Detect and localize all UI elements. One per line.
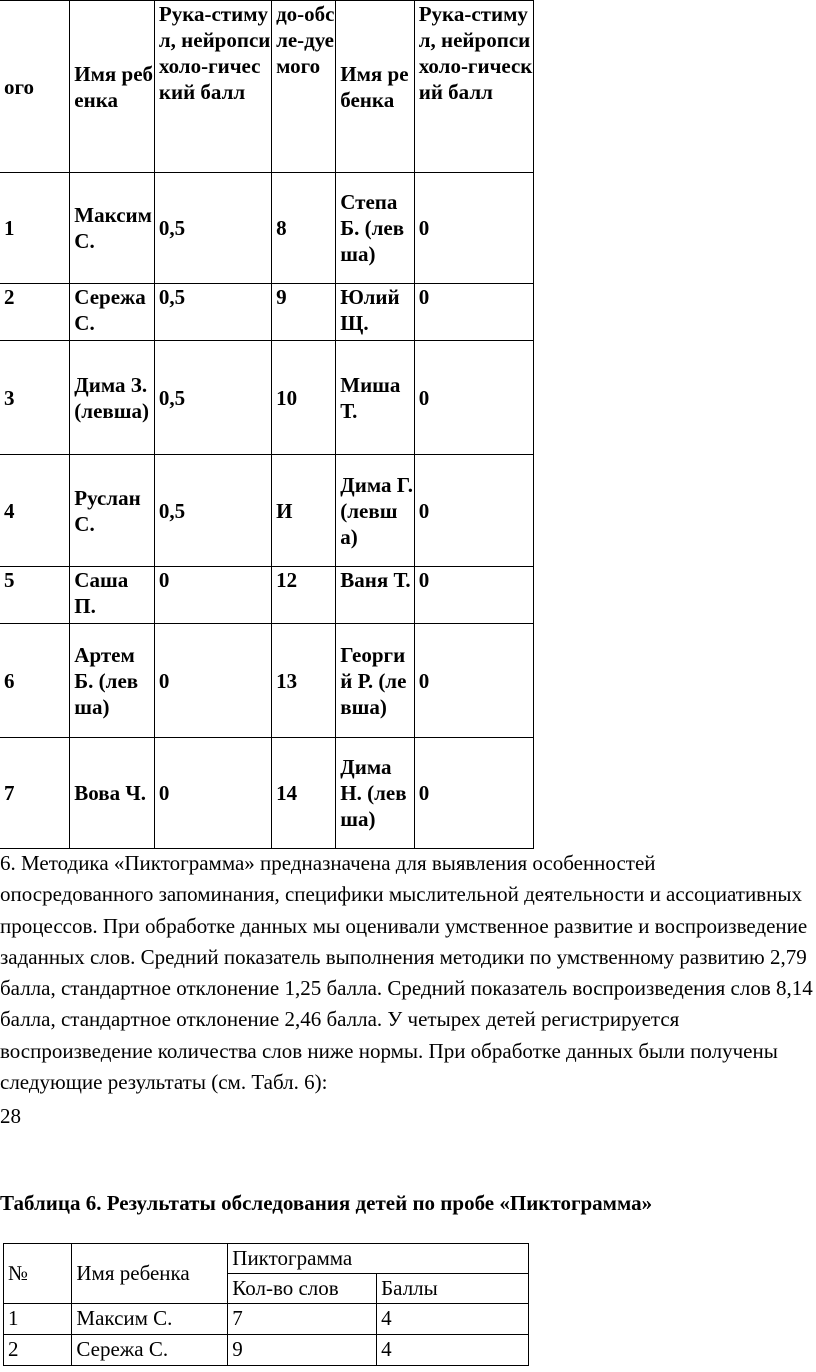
cell: 1	[0, 173, 70, 284]
cell: Дима Н. (левша)	[336, 738, 414, 849]
header-cell: Рука-стимул, нейропсихоло-гический балл	[414, 1, 533, 173]
cell: Дима З. (левша)	[70, 341, 155, 455]
table-row	[4, 1304, 529, 1335]
cell: 0,5	[154, 173, 271, 284]
cell: 0	[414, 738, 533, 849]
table-header-row	[4, 1244, 529, 1274]
cell: 7	[228, 1304, 377, 1335]
header-cell: Рука-стимул, нейропсихоло-гический балл	[154, 1, 271, 173]
cell: 9	[272, 284, 336, 341]
table-6	[3, 1243, 529, 1366]
table-row	[0, 284, 534, 341]
cell: Вова Ч.	[70, 738, 155, 849]
header-cell-number: №	[4, 1244, 72, 1304]
cell: 0	[154, 624, 271, 738]
cell: 4	[377, 1335, 529, 1366]
cell: Юлий Щ.	[336, 284, 414, 341]
table-row	[0, 738, 534, 849]
cell: 7	[0, 738, 70, 849]
table-header-row	[0, 1, 534, 173]
header-cell-name: Имя ребенка	[72, 1244, 228, 1304]
cell: 12	[272, 567, 336, 624]
cell: 3	[0, 341, 70, 455]
cell: Дима Г. (левша)	[336, 455, 414, 567]
header-cell: ого	[0, 1, 70, 173]
cell: 13	[272, 624, 336, 738]
cell: 0	[414, 284, 533, 341]
cell: Максим С.	[70, 173, 155, 284]
header-cell: Имя ребенка	[336, 1, 414, 173]
body-paragraph: 6. Методика «Пиктограмма» предназначена для выявления особенностей опосредованного запоминания, специфики мыслительной деятельности и ассоциативных процессов. При обработке данных мы оценивали умственное развитие и воспроизведение заданных слов. Средний показатель выполнения методики по умственному развитию 2,79 балла, стандартное отклонение 1,25 балла. Средний показатель воспроизведения слов 8,14 балла, стандартное отклонение 2,46 балла. У четырех детей регистрируется воспроизведение количества слов ниже нормы. При обработке данных были получены следующие результаты (см. Табл. 6):	[0, 851, 813, 1095]
header-cell: до-обсле-дуемого	[272, 1, 336, 173]
cell: Сережа С.	[72, 1335, 228, 1366]
table-row	[0, 567, 534, 624]
cell: 0	[414, 624, 533, 738]
table-5	[0, 0, 534, 849]
cell: Руслан С.	[70, 455, 155, 567]
cell: Миша Т.	[336, 341, 414, 455]
page-number: 28	[0, 1104, 21, 1128]
cell: 0	[154, 567, 271, 624]
cell: 6	[0, 624, 70, 738]
cell: 0	[154, 738, 271, 849]
cell: 0	[414, 341, 533, 455]
table-row	[0, 341, 534, 455]
header-cell-words: Кол-во слов	[228, 1274, 377, 1304]
cell: 0	[414, 567, 533, 624]
cell: 5	[0, 567, 70, 624]
cell: 9	[228, 1335, 377, 1366]
cell: 0	[414, 173, 533, 284]
cell: 14	[272, 738, 336, 849]
cell: 0,5	[154, 455, 271, 567]
cell: Георгий Р. (левша)	[336, 624, 414, 738]
header-cell: Имя ребенка	[70, 1, 155, 173]
table-row	[0, 624, 534, 738]
table-row	[0, 455, 534, 567]
cell: 2	[0, 284, 70, 341]
cell: Ваня Т.	[336, 567, 414, 624]
cell: 1	[4, 1304, 72, 1335]
header-cell-group: Пиктограмма	[228, 1244, 529, 1274]
cell: 2	[4, 1335, 72, 1366]
cell: 0,5	[154, 341, 271, 455]
table-caption: Таблица 6. Результаты обследования детей по пробе «Пиктограмма»	[0, 1191, 653, 1215]
cell: Саша П.	[70, 567, 155, 624]
cell: И	[272, 455, 336, 567]
cell: 0	[414, 455, 533, 567]
cell: 10	[272, 341, 336, 455]
cell: Артем Б. (левша)	[70, 624, 155, 738]
header-cell-score: Баллы	[377, 1274, 529, 1304]
cell: 4	[377, 1304, 529, 1335]
cell: 0,5	[154, 284, 271, 341]
cell: 8	[272, 173, 336, 284]
table-row	[0, 173, 534, 284]
table-row	[4, 1335, 529, 1366]
cell: Степа Б. (левша)	[336, 173, 414, 284]
cell: Максим С.	[72, 1304, 228, 1335]
cell: 4	[0, 455, 70, 567]
cell: Сережа С.	[70, 284, 155, 341]
